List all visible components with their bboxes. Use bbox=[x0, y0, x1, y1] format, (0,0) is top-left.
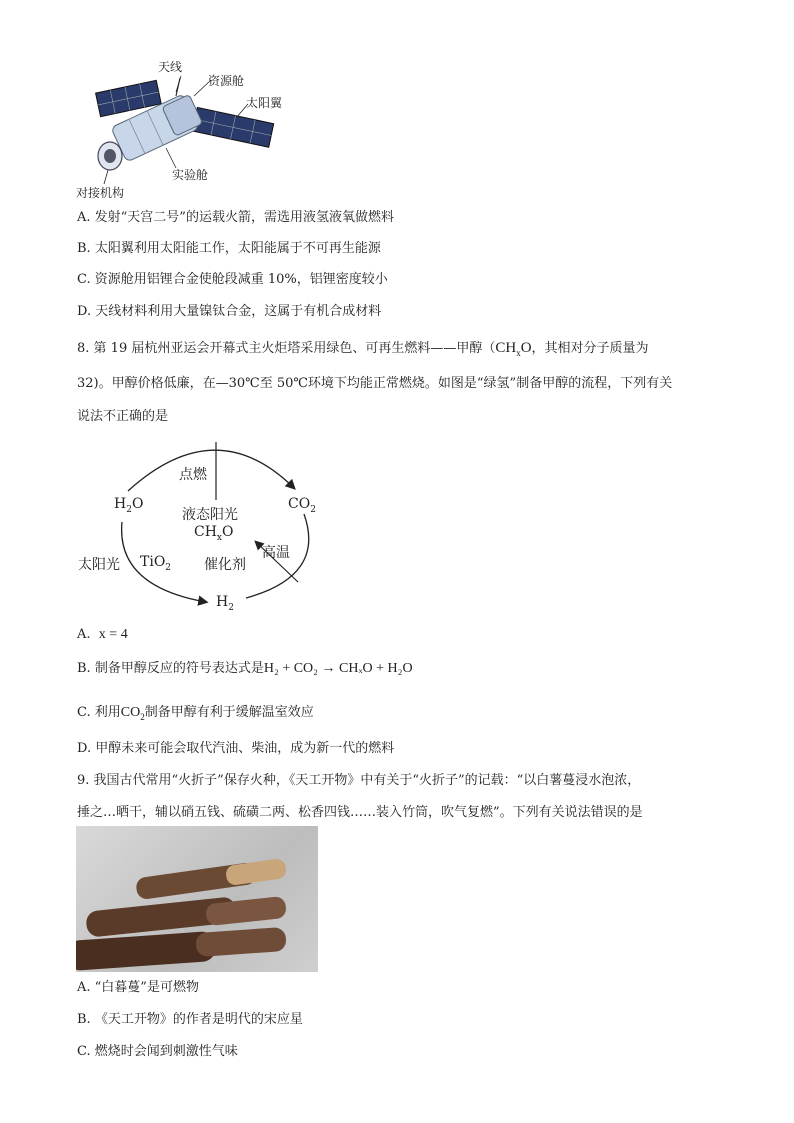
q8-option-b: B. 制备甲醇反应的符号表达式是H₂ + CO₂ → CHₓO + H₂O bbox=[77, 661, 413, 676]
q8-option-d: D. 甲醇未来可能会取代汽油、柴油，成为新一代的燃料 bbox=[77, 741, 395, 756]
q9-option-b: B. 《天工开物》的作者是明代的宋应星 bbox=[77, 1012, 303, 1027]
q9-stem-line2: 捶之…晒干，辅以硝五钱、硫磺二两、松香四钱……装入竹筒，吹气复燃”。下列有关说法错误的是 bbox=[77, 805, 643, 820]
fire-folder-image bbox=[76, 826, 318, 972]
q7-option-a: A. 发射“天宫二号”的运载火箭，需选用液氢液氧做燃料 bbox=[77, 210, 394, 225]
q8-stem-line2: 32)。甲醇价格低廉，在—30℃至 50℃环境下均能正常燃烧。如图是“绿氢”制备甲醇的流程，下列有关 bbox=[77, 376, 673, 391]
q9-stem-line1: 9. 我国古代常用“火折子”保存火种，《天工开物》中有关于“火折子”的记载：“以白薯蔓浸水泡浓， bbox=[77, 773, 641, 788]
label-liquid-sunlight: 液态阳光 bbox=[182, 507, 238, 523]
cycle-diagram bbox=[76, 436, 336, 616]
label-h2o: $H_2O$ bbox=[114, 496, 144, 515]
label-resource-module: 资源舱 bbox=[208, 74, 245, 88]
q7-option-c: C. 资源舱用铝锂合金使舱段减重 10%，铝锂密度较小 bbox=[77, 272, 388, 287]
label-antenna: 天线 bbox=[158, 60, 183, 74]
q8-line1-post: ，其相对分子质量为 bbox=[531, 341, 649, 356]
q8-stem-line3: 说法不正确的是 bbox=[77, 409, 169, 424]
q9-option-a: A. “白暮蔓”是可燃物 bbox=[77, 980, 199, 995]
q9-option-c: C. 燃烧时会闻到刺激性气味 bbox=[77, 1044, 238, 1059]
q8-option-a: A. x = 4 bbox=[77, 627, 128, 642]
label-ignite: 点燃 bbox=[179, 467, 207, 483]
satellite-figure bbox=[76, 56, 286, 201]
label-h2: $H_2$ bbox=[216, 594, 234, 613]
fire-folder-photo bbox=[76, 826, 318, 972]
label-sunlight: 太阳光 bbox=[78, 557, 120, 573]
q8-stem-line1 bbox=[77, 339, 649, 362]
q7-option-b: B. 太阳翼利用太阳能工作，太阳能属于不可再生能源 bbox=[77, 241, 381, 256]
q8-formula: $CH_xO$ bbox=[495, 340, 532, 358]
label-catalyst: 催化剂 bbox=[204, 557, 246, 573]
label-chxo: $CH_xO$ bbox=[194, 524, 234, 543]
label-solar-wing: 太阳翼 bbox=[246, 96, 283, 110]
q8-b-formula: H₂ + CO₂ → CHₓO + H₂O bbox=[263, 661, 413, 676]
label-docking: 对接机构 bbox=[76, 186, 125, 200]
label-co2: $CO_2$ bbox=[288, 496, 316, 515]
label-lab-module: 实验舱 bbox=[172, 168, 209, 182]
label-high-temp: 高温 bbox=[262, 545, 290, 561]
q7-option-d: D. 天线材料利用大量镍钛合金，这属于有机合成材料 bbox=[77, 304, 382, 319]
q8-line1-pre: 8. 第 19 届杭州亚运会开幕式主火炬塔采用绿色、可再生燃料——甲醇（ bbox=[77, 341, 496, 356]
q8-option-c: C. 利用$CO_2$制备甲醇有利于缓解温室效应 bbox=[77, 705, 314, 722]
label-tio2: TiO$_2$ bbox=[140, 554, 172, 573]
